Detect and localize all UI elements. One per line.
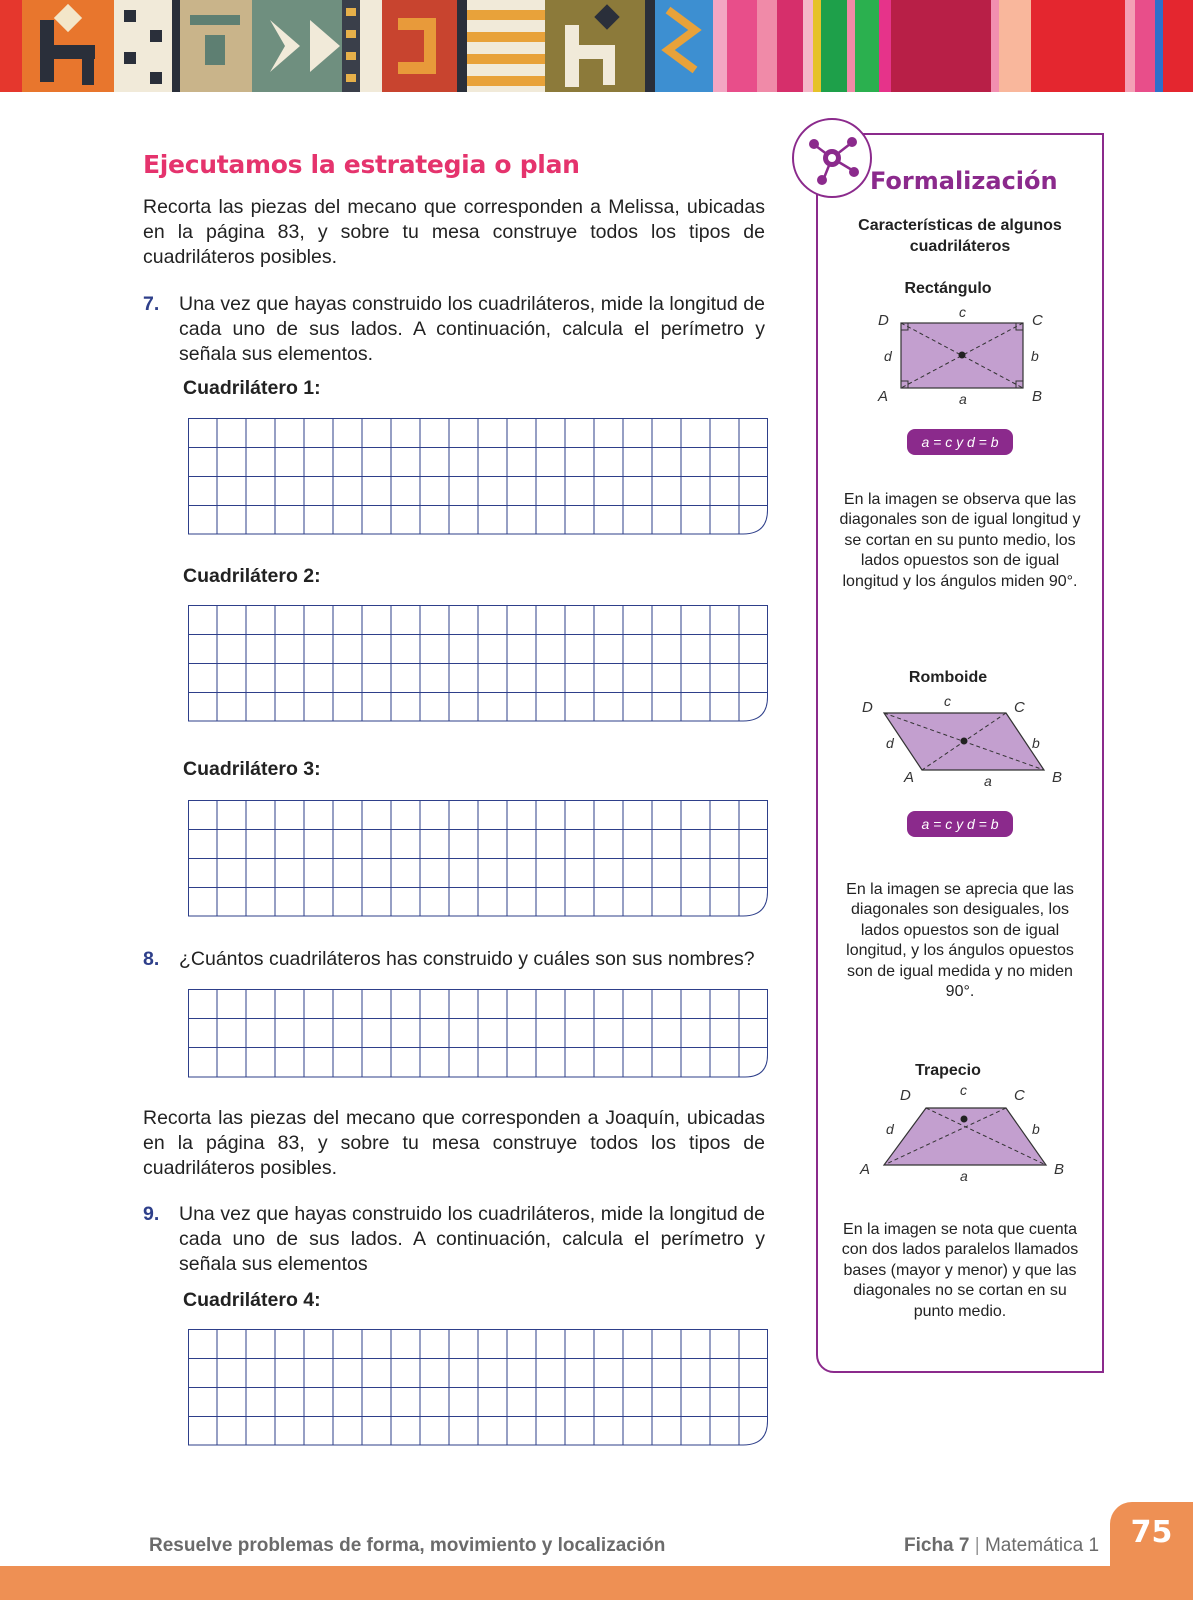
page-number: 75	[1110, 1502, 1193, 1600]
question-7	[143, 292, 765, 367]
question-8	[143, 947, 765, 972]
trapezoid-figure	[836, 1078, 1076, 1188]
question-number: 9.	[143, 1203, 160, 1225]
footer-subject: Matemática 1	[984, 1535, 1100, 1556]
vertex-label-b: B	[1032, 388, 1043, 405]
footer-ficha-label: Ficha 7	[904, 1535, 970, 1556]
vertex-label-d: D	[900, 1087, 911, 1104]
sidebar-title: Formalización	[870, 167, 1058, 195]
side-label-a: a	[959, 391, 967, 407]
rectangle-formula-wrap	[816, 429, 1104, 455]
vertex-label-c: C	[1014, 1087, 1025, 1104]
intro-paragraph-2: Recorta las piezas del mecano que corresponden a Joaquín, ubicadas en la página 83, y sobre tu mesa construye todos los tipos de cuadriláteros posibles.	[143, 1107, 765, 1179]
side-label-d: d	[884, 348, 892, 364]
side-label-a: a	[984, 773, 992, 789]
side-label-b: b	[1032, 735, 1040, 751]
rectangle-formula: a = c y d = b	[907, 429, 1012, 455]
question-number: 7.	[143, 293, 160, 315]
question-text: ¿Cuántos cuadriláteros has construido y cuáles son sus nombres?	[179, 948, 755, 970]
side-label-d: d	[886, 735, 894, 751]
romboid-figure	[836, 688, 1076, 798]
vertex-label-b: B	[1054, 1161, 1065, 1178]
trapezoid-description: En la imagen se nota que cuenta con dos lados paralelos llamados bases (mayor y menor) y que las diagonales no se cortan en su punto medio.	[841, 1221, 1079, 1320]
vertex-label-d: D	[862, 699, 873, 716]
label-cuadrilatero-1: Cuadrilátero 1:	[183, 377, 321, 399]
rectangle-figure	[856, 303, 1056, 413]
romboid-formula-wrap	[816, 811, 1104, 837]
vertex-label-a: A	[904, 769, 915, 786]
romboid-heading: Romboide	[908, 669, 988, 686]
romboid-description: En la imagen se aprecia que las diagonales son desiguales, los lados opuestos son de igual longitud, y los ángulos opuestos son de igual medida y no miden 90°.	[846, 881, 1074, 1001]
answer-grid-1[interactable]	[188, 418, 768, 536]
footer-separator: |	[974, 1535, 980, 1556]
vertex-label-a: A	[860, 1161, 871, 1178]
vertex-label-c: C	[1032, 312, 1043, 329]
side-label-a: a	[960, 1168, 968, 1184]
rectangle-heading: Rectángulo	[904, 280, 992, 297]
side-label-c: c	[959, 304, 966, 320]
rectangle-description: En la imagen se observa que las diagonales son de igual longitud y se cortan en su punto medio, los lados opuestos son de igual longitud y los ángulos miden 90°.	[839, 491, 1081, 590]
trapezoid-heading: Trapecio	[915, 1062, 981, 1079]
formalization-badge	[792, 118, 872, 198]
footer-unit-title: Resuelve problemas de forma, movimiento y localización	[149, 1535, 666, 1556]
side-label-b: b	[1031, 348, 1039, 364]
answer-grid-q8[interactable]	[188, 989, 768, 1079]
decorative-banner	[0, 0, 1193, 92]
side-label-d: d	[886, 1121, 894, 1137]
label-cuadrilatero-3: Cuadrilátero 3:	[183, 758, 321, 780]
question-9	[143, 1202, 765, 1277]
label-cuadrilatero-2: Cuadrilátero 2:	[183, 565, 321, 587]
section-title: Ejecutamos la estrategia o plan	[143, 150, 580, 179]
answer-grid-2[interactable]	[188, 605, 768, 723]
label-cuadrilatero-4: Cuadrilátero 4:	[183, 1289, 321, 1311]
answer-grid-4[interactable]	[188, 1329, 768, 1447]
vertex-label-c: C	[1014, 699, 1025, 716]
main-content	[143, 150, 765, 1452]
question-number: 8.	[143, 948, 160, 970]
formalization-sidebar	[816, 133, 1104, 1371]
romboid-formula: a = c y d = b	[907, 811, 1012, 837]
intro-paragraph-1: Recorta las piezas del mecano que corresponden a Melissa, ubicadas en la página 83, y sobre tu mesa construye todos los tipos de cuadriláteros posibles.	[143, 196, 765, 268]
answer-grid-3[interactable]	[188, 800, 768, 918]
question-text: Una vez que hayas construido los cuadriláteros, mide la longitud de cada uno de sus lados. A continuación, calcula el perímetro y señala sus elementos	[179, 1203, 765, 1275]
side-label-b: b	[1032, 1121, 1040, 1137]
question-text: Una vez que hayas construido los cuadriláteros, mide la longitud de cada uno de sus lados. A continuación, calcula el perímetro y señala sus elementos.	[179, 293, 765, 365]
footer-ficha	[904, 1535, 1099, 1557]
footer-bar	[0, 1566, 1193, 1600]
side-label-c: c	[960, 1082, 967, 1098]
vertex-label-a: A	[878, 388, 889, 405]
vertex-label-b: B	[1052, 769, 1063, 786]
sidebar-subtitle: Características de algunos cuadriláteros	[858, 217, 1062, 255]
network-icon	[794, 120, 870, 196]
side-label-c: c	[944, 693, 951, 709]
vertex-label-d: D	[878, 312, 889, 329]
